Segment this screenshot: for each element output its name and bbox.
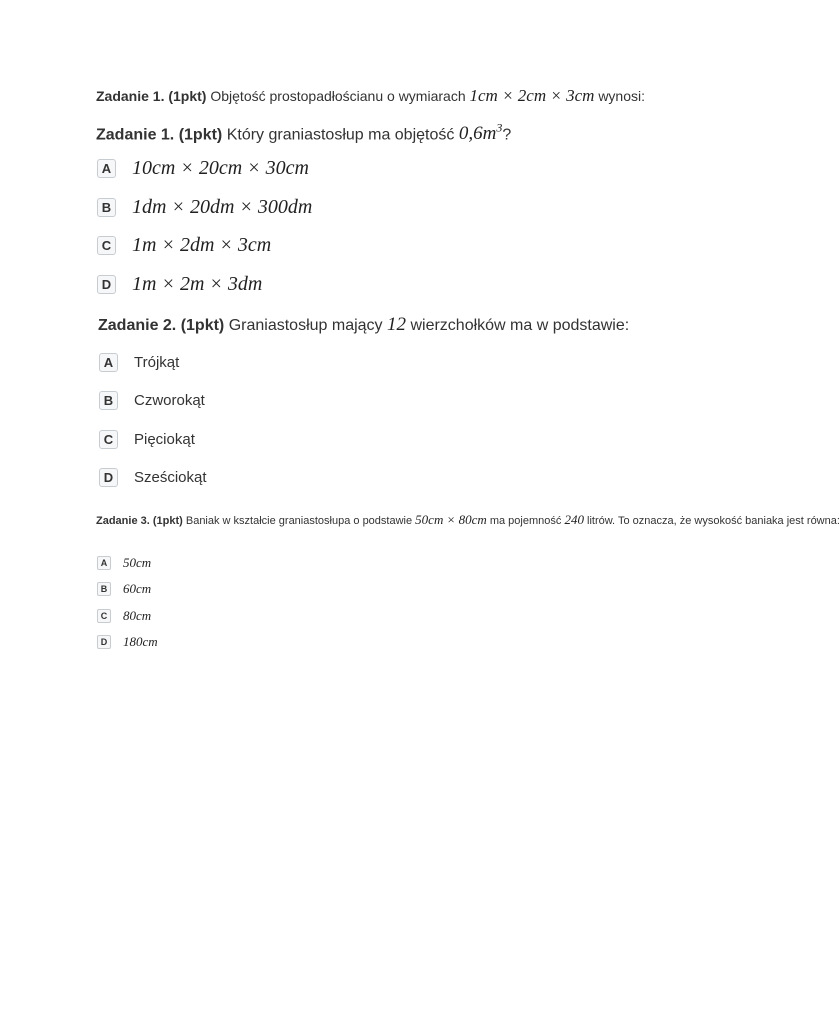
task3-text1: Baniak w kształcie graniastosłupa o podstawie — [185, 515, 413, 527]
task1-label: Zadanie 1. (1pkt) — [96, 126, 223, 144]
option-badge: C — [97, 236, 116, 255]
task1-option-d[interactable] — [97, 273, 262, 296]
task3-option-c[interactable] — [97, 608, 151, 624]
task2-option-d[interactable] — [99, 468, 207, 487]
task3-math1: 50cm × 80cm — [415, 512, 487, 527]
option-badge: B — [99, 391, 118, 410]
option-value: Czworokąt — [134, 392, 205, 409]
option-badge: B — [97, 198, 116, 217]
option-value: 60cm — [123, 581, 152, 596]
task1-option-c[interactable] — [97, 234, 271, 257]
task3-option-d[interactable] — [97, 634, 158, 650]
option-value: Sześciokąt — [134, 469, 207, 486]
task-math: 1cm × 2cm × 3cm — [469, 86, 595, 105]
option-badge: A — [97, 159, 116, 178]
task-label: Zadanie 1. (1pkt) — [96, 88, 207, 104]
task1-question — [96, 121, 511, 145]
option-value: 180cm — [123, 634, 158, 649]
task3-text2: ma pojemność — [489, 515, 562, 527]
task1-text: Który graniastosłup ma objętość — [226, 126, 455, 144]
task2-text: Graniastosłup mający — [228, 317, 383, 334]
option-value: 1dm × 20dm × 300dm — [132, 196, 313, 218]
option-badge: B — [97, 582, 111, 596]
task2-tail: wierzchołków ma w podstawie: — [410, 317, 630, 334]
task1-tail: ? — [502, 126, 512, 144]
task3-text3: litrów. To oznacza, że wysokość baniaka jest równa: — [587, 515, 840, 527]
task3-question — [96, 511, 840, 530]
task2-math: 12 — [387, 314, 406, 335]
task3-option-b[interactable] — [97, 581, 151, 597]
task2-option-c[interactable] — [99, 430, 195, 449]
option-value: Pięciokąt — [134, 431, 195, 448]
task1-math: $0,6m^3$ — [458, 121, 503, 145]
task1-option-a[interactable] — [97, 157, 309, 180]
task-text: Objętość prostopadłościanu o wymiarach — [210, 88, 466, 104]
option-value: 1m × 2dm × 3cm — [132, 234, 272, 256]
option-badge: C — [97, 609, 111, 623]
option-badge: D — [99, 468, 118, 487]
task2-label: Zadanie 2. (1pkt) — [98, 317, 225, 334]
task2-option-b[interactable] — [99, 391, 205, 410]
option-value: 50cm — [123, 555, 152, 570]
task1-sup: 3 — [496, 121, 503, 135]
task1-option-b[interactable] — [97, 196, 312, 219]
option-badge: D — [97, 635, 111, 649]
option-badge: A — [97, 556, 111, 570]
task3-option-a[interactable] — [97, 555, 151, 571]
task2-option-a[interactable] — [99, 353, 179, 372]
option-badge: D — [97, 275, 116, 294]
task-tail: wynosi: — [598, 88, 645, 104]
task-header-line — [96, 86, 645, 106]
task2-question — [98, 314, 629, 336]
task3-label: Zadanie 3. (1pkt) — [96, 515, 183, 527]
option-badge: C — [99, 430, 118, 449]
option-value: 10cm × 20cm × 30cm — [132, 157, 309, 179]
option-badge: A — [99, 353, 118, 372]
task3-math2: 240 — [564, 512, 584, 527]
option-value: Trójkąt — [134, 354, 180, 371]
option-value: 1m × 2m × 3dm — [132, 273, 263, 295]
option-value: 80cm — [123, 608, 152, 623]
